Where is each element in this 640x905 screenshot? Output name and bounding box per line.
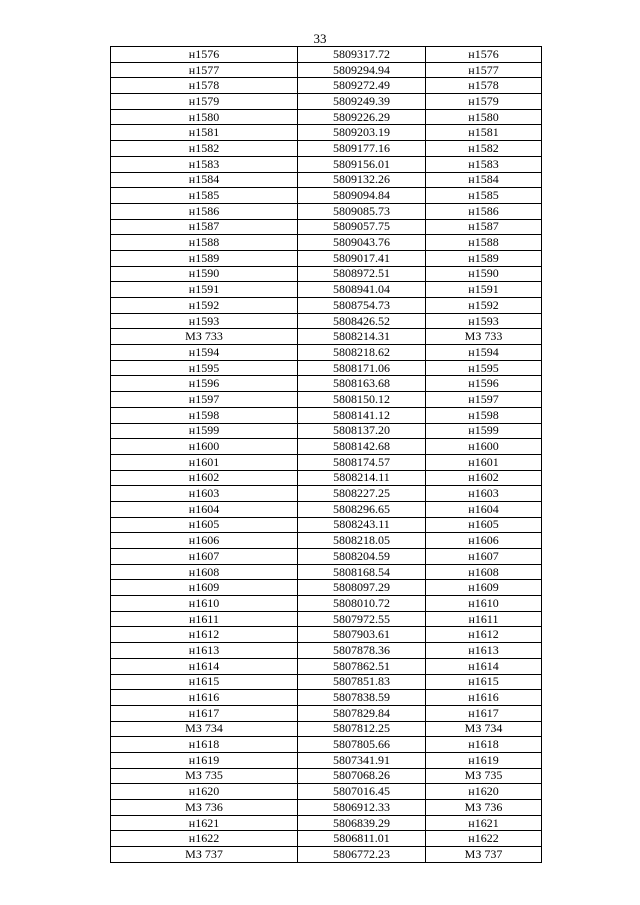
coordinate-cell: 5807341.91 [298, 752, 426, 768]
table-row [111, 454, 542, 470]
point-id-repeat-cell: н1620 [426, 784, 542, 800]
coordinate-cell: 5808150.12 [298, 392, 426, 408]
point-id-cell: н1588 [111, 235, 298, 251]
point-id-cell: н1584 [111, 172, 298, 188]
point-id-repeat-cell: н1621 [426, 815, 542, 831]
point-id-cell: н1579 [111, 94, 298, 110]
point-id-repeat-cell: н1583 [426, 156, 542, 172]
coordinate-cell: 5809294.94 [298, 62, 426, 78]
point-id-cell: н1585 [111, 188, 298, 204]
point-id-repeat-cell: МЗ 737 [426, 847, 542, 863]
table-row [111, 219, 542, 235]
table-row [111, 596, 542, 612]
table-row [111, 47, 542, 63]
table-row [111, 800, 542, 816]
table-row [111, 611, 542, 627]
point-id-cell: МЗ 735 [111, 768, 298, 784]
point-id-cell: н1606 [111, 533, 298, 549]
coordinate-cell: 5809156.01 [298, 156, 426, 172]
point-id-repeat-cell: МЗ 733 [426, 329, 542, 345]
table-row [111, 125, 542, 141]
point-id-cell: н1581 [111, 125, 298, 141]
point-id-cell: МЗ 734 [111, 721, 298, 737]
coordinate-cell: 5808174.57 [298, 454, 426, 470]
point-id-repeat-cell: н1597 [426, 392, 542, 408]
coordinate-cell: 5809094.84 [298, 188, 426, 204]
table-row [111, 78, 542, 94]
point-id-repeat-cell: н1580 [426, 109, 542, 125]
point-id-repeat-cell: н1578 [426, 78, 542, 94]
point-id-repeat-cell: н1591 [426, 282, 542, 298]
coordinate-cell: 5808163.68 [298, 376, 426, 392]
point-id-repeat-cell: н1622 [426, 831, 542, 847]
point-id-repeat-cell: н1599 [426, 423, 542, 439]
coordinate-cell: 5808171.06 [298, 360, 426, 376]
table-row [111, 737, 542, 753]
point-id-repeat-cell: н1616 [426, 690, 542, 706]
point-id-repeat-cell: н1608 [426, 564, 542, 580]
point-id-cell: н1605 [111, 517, 298, 533]
coordinate-cell: 5808214.11 [298, 470, 426, 486]
point-id-repeat-cell: н1581 [426, 125, 542, 141]
table-row [111, 768, 542, 784]
table-row [111, 627, 542, 643]
coordinate-cell: 5807878.36 [298, 643, 426, 659]
coordinate-cell: 5807851.83 [298, 674, 426, 690]
table-row [111, 721, 542, 737]
point-id-cell: н1599 [111, 423, 298, 439]
coordinate-cell: 5809249.39 [298, 94, 426, 110]
coordinate-cell: 5808243.11 [298, 517, 426, 533]
point-id-repeat-cell: н1598 [426, 407, 542, 423]
table-row [111, 156, 542, 172]
point-id-cell: н1593 [111, 313, 298, 329]
coordinate-cell: 5807862.51 [298, 658, 426, 674]
point-id-repeat-cell: н1593 [426, 313, 542, 329]
table-row [111, 94, 542, 110]
point-id-cell: н1587 [111, 219, 298, 235]
point-id-cell: н1591 [111, 282, 298, 298]
point-id-cell: н1604 [111, 501, 298, 517]
point-id-repeat-cell: н1587 [426, 219, 542, 235]
point-id-repeat-cell: н1594 [426, 345, 542, 361]
coordinate-cell: 5806772.23 [298, 847, 426, 863]
table-row [111, 172, 542, 188]
table-row [111, 313, 542, 329]
point-id-cell: н1576 [111, 47, 298, 63]
point-id-cell: н1601 [111, 454, 298, 470]
point-id-cell: н1609 [111, 580, 298, 596]
coordinate-cell: 5808204.59 [298, 549, 426, 565]
point-id-cell: н1617 [111, 705, 298, 721]
point-id-repeat-cell: н1615 [426, 674, 542, 690]
point-id-cell: н1603 [111, 486, 298, 502]
coordinates-table [110, 46, 542, 863]
coordinate-cell: 5808426.52 [298, 313, 426, 329]
point-id-cell: н1621 [111, 815, 298, 831]
point-id-cell: н1577 [111, 62, 298, 78]
table-row [111, 533, 542, 549]
coordinate-cell: 5809177.16 [298, 141, 426, 157]
coordinate-cell: 5808227.25 [298, 486, 426, 502]
point-id-repeat-cell: н1606 [426, 533, 542, 549]
point-id-repeat-cell: н1604 [426, 501, 542, 517]
coordinate-cell: 5807805.66 [298, 737, 426, 753]
coordinate-cell: 5808754.73 [298, 298, 426, 314]
table-row [111, 439, 542, 455]
table-row [111, 580, 542, 596]
point-id-repeat-cell: МЗ 734 [426, 721, 542, 737]
point-id-cell: н1608 [111, 564, 298, 580]
table-row [111, 847, 542, 863]
point-id-cell: н1589 [111, 250, 298, 266]
table-row [111, 501, 542, 517]
point-id-cell: н1582 [111, 141, 298, 157]
table-row [111, 392, 542, 408]
point-id-repeat-cell: МЗ 736 [426, 800, 542, 816]
point-id-repeat-cell: н1618 [426, 737, 542, 753]
point-id-repeat-cell: н1579 [426, 94, 542, 110]
coordinate-cell: 5808010.72 [298, 596, 426, 612]
coordinate-cell: 5808142.68 [298, 439, 426, 455]
point-id-cell: н1620 [111, 784, 298, 800]
point-id-repeat-cell: н1619 [426, 752, 542, 768]
point-id-repeat-cell: н1596 [426, 376, 542, 392]
point-id-cell: н1590 [111, 266, 298, 282]
table-row [111, 831, 542, 847]
table-row [111, 517, 542, 533]
coordinate-cell: 5806811.01 [298, 831, 426, 847]
table-row [111, 486, 542, 502]
point-id-repeat-cell: н1590 [426, 266, 542, 282]
point-id-cell: н1594 [111, 345, 298, 361]
point-id-repeat-cell: н1582 [426, 141, 542, 157]
table-row [111, 658, 542, 674]
point-id-repeat-cell: н1613 [426, 643, 542, 659]
point-id-cell: н1586 [111, 203, 298, 219]
coordinate-cell: 5807068.26 [298, 768, 426, 784]
coordinate-cell: 5809132.26 [298, 172, 426, 188]
coordinate-cell: 5806912.33 [298, 800, 426, 816]
coordinate-cell: 5808972.51 [298, 266, 426, 282]
point-id-repeat-cell: н1584 [426, 172, 542, 188]
table-row [111, 752, 542, 768]
table-row [111, 643, 542, 659]
table-row [111, 423, 542, 439]
point-id-repeat-cell: н1607 [426, 549, 542, 565]
point-id-repeat-cell: н1605 [426, 517, 542, 533]
point-id-cell: н1619 [111, 752, 298, 768]
table-row [111, 376, 542, 392]
coordinate-cell: 5808296.65 [298, 501, 426, 517]
table-row [111, 329, 542, 345]
coordinate-cell: 5809017.41 [298, 250, 426, 266]
coordinate-cell: 5808218.05 [298, 533, 426, 549]
table-row [111, 62, 542, 78]
point-id-repeat-cell: н1617 [426, 705, 542, 721]
coordinate-cell: 5806839.29 [298, 815, 426, 831]
point-id-cell: н1600 [111, 439, 298, 455]
table-row [111, 470, 542, 486]
coordinate-cell: 5809085.73 [298, 203, 426, 219]
coordinate-cell: 5807016.45 [298, 784, 426, 800]
coordinate-cell: 5809272.49 [298, 78, 426, 94]
point-id-cell: МЗ 737 [111, 847, 298, 863]
point-id-repeat-cell: н1603 [426, 486, 542, 502]
point-id-cell: МЗ 736 [111, 800, 298, 816]
table-row [111, 690, 542, 706]
coordinate-cell: 5808218.62 [298, 345, 426, 361]
point-id-repeat-cell: н1576 [426, 47, 542, 63]
coordinate-cell: 5808137.20 [298, 423, 426, 439]
table-row [111, 345, 542, 361]
point-id-cell: н1611 [111, 611, 298, 627]
coordinate-cell: 5808168.54 [298, 564, 426, 580]
point-id-repeat-cell: н1585 [426, 188, 542, 204]
point-id-repeat-cell: н1586 [426, 203, 542, 219]
point-id-cell: МЗ 733 [111, 329, 298, 345]
point-id-cell: н1580 [111, 109, 298, 125]
point-id-cell: н1612 [111, 627, 298, 643]
point-id-repeat-cell: н1610 [426, 596, 542, 612]
table-row [111, 109, 542, 125]
point-id-cell: н1616 [111, 690, 298, 706]
point-id-repeat-cell: н1609 [426, 580, 542, 596]
point-id-repeat-cell: н1589 [426, 250, 542, 266]
table-row [111, 564, 542, 580]
table-row [111, 815, 542, 831]
point-id-cell: н1598 [111, 407, 298, 423]
coordinate-cell: 5807903.61 [298, 627, 426, 643]
page-number: 33 [313, 31, 327, 46]
table-row [111, 549, 542, 565]
coordinate-cell: 5808097.29 [298, 580, 426, 596]
point-id-cell: н1583 [111, 156, 298, 172]
table-row [111, 407, 542, 423]
coordinate-cell: 5808214.31 [298, 329, 426, 345]
table-row [111, 282, 542, 298]
table-row [111, 235, 542, 251]
table-row [111, 674, 542, 690]
point-id-repeat-cell: МЗ 735 [426, 768, 542, 784]
point-id-cell: н1615 [111, 674, 298, 690]
coordinate-cell: 5807838.59 [298, 690, 426, 706]
coordinate-cell: 5809226.29 [298, 109, 426, 125]
point-id-repeat-cell: н1600 [426, 439, 542, 455]
coordinate-cell: 5808141.12 [298, 407, 426, 423]
table-row [111, 250, 542, 266]
coordinate-cell: 5807812.25 [298, 721, 426, 737]
point-id-cell: н1592 [111, 298, 298, 314]
coordinate-cell: 5809317.72 [298, 47, 426, 63]
point-id-cell: н1578 [111, 78, 298, 94]
table-row [111, 188, 542, 204]
point-id-repeat-cell: н1614 [426, 658, 542, 674]
point-id-cell: н1613 [111, 643, 298, 659]
point-id-cell: н1622 [111, 831, 298, 847]
table-row [111, 266, 542, 282]
point-id-cell: н1597 [111, 392, 298, 408]
point-id-cell: н1610 [111, 596, 298, 612]
point-id-cell: н1595 [111, 360, 298, 376]
coordinate-cell: 5808941.04 [298, 282, 426, 298]
point-id-repeat-cell: н1611 [426, 611, 542, 627]
coordinate-cell: 5807829.84 [298, 705, 426, 721]
point-id-repeat-cell: н1595 [426, 360, 542, 376]
point-id-cell: н1596 [111, 376, 298, 392]
coordinate-cell: 5809057.75 [298, 219, 426, 235]
table-row [111, 784, 542, 800]
table-row [111, 203, 542, 219]
coordinate-cell: 5809203.19 [298, 125, 426, 141]
point-id-cell: н1618 [111, 737, 298, 753]
point-id-repeat-cell: н1577 [426, 62, 542, 78]
point-id-repeat-cell: н1592 [426, 298, 542, 314]
coordinate-cell: 5809043.76 [298, 235, 426, 251]
point-id-repeat-cell: н1612 [426, 627, 542, 643]
table-row [111, 360, 542, 376]
point-id-repeat-cell: н1602 [426, 470, 542, 486]
table-row [111, 141, 542, 157]
point-id-cell: н1614 [111, 658, 298, 674]
coordinates-table-body [111, 47, 542, 863]
point-id-cell: н1607 [111, 549, 298, 565]
point-id-cell: н1602 [111, 470, 298, 486]
table-row [111, 298, 542, 314]
point-id-repeat-cell: н1588 [426, 235, 542, 251]
table-row [111, 705, 542, 721]
point-id-repeat-cell: н1601 [426, 454, 542, 470]
coordinate-cell: 5807972.55 [298, 611, 426, 627]
